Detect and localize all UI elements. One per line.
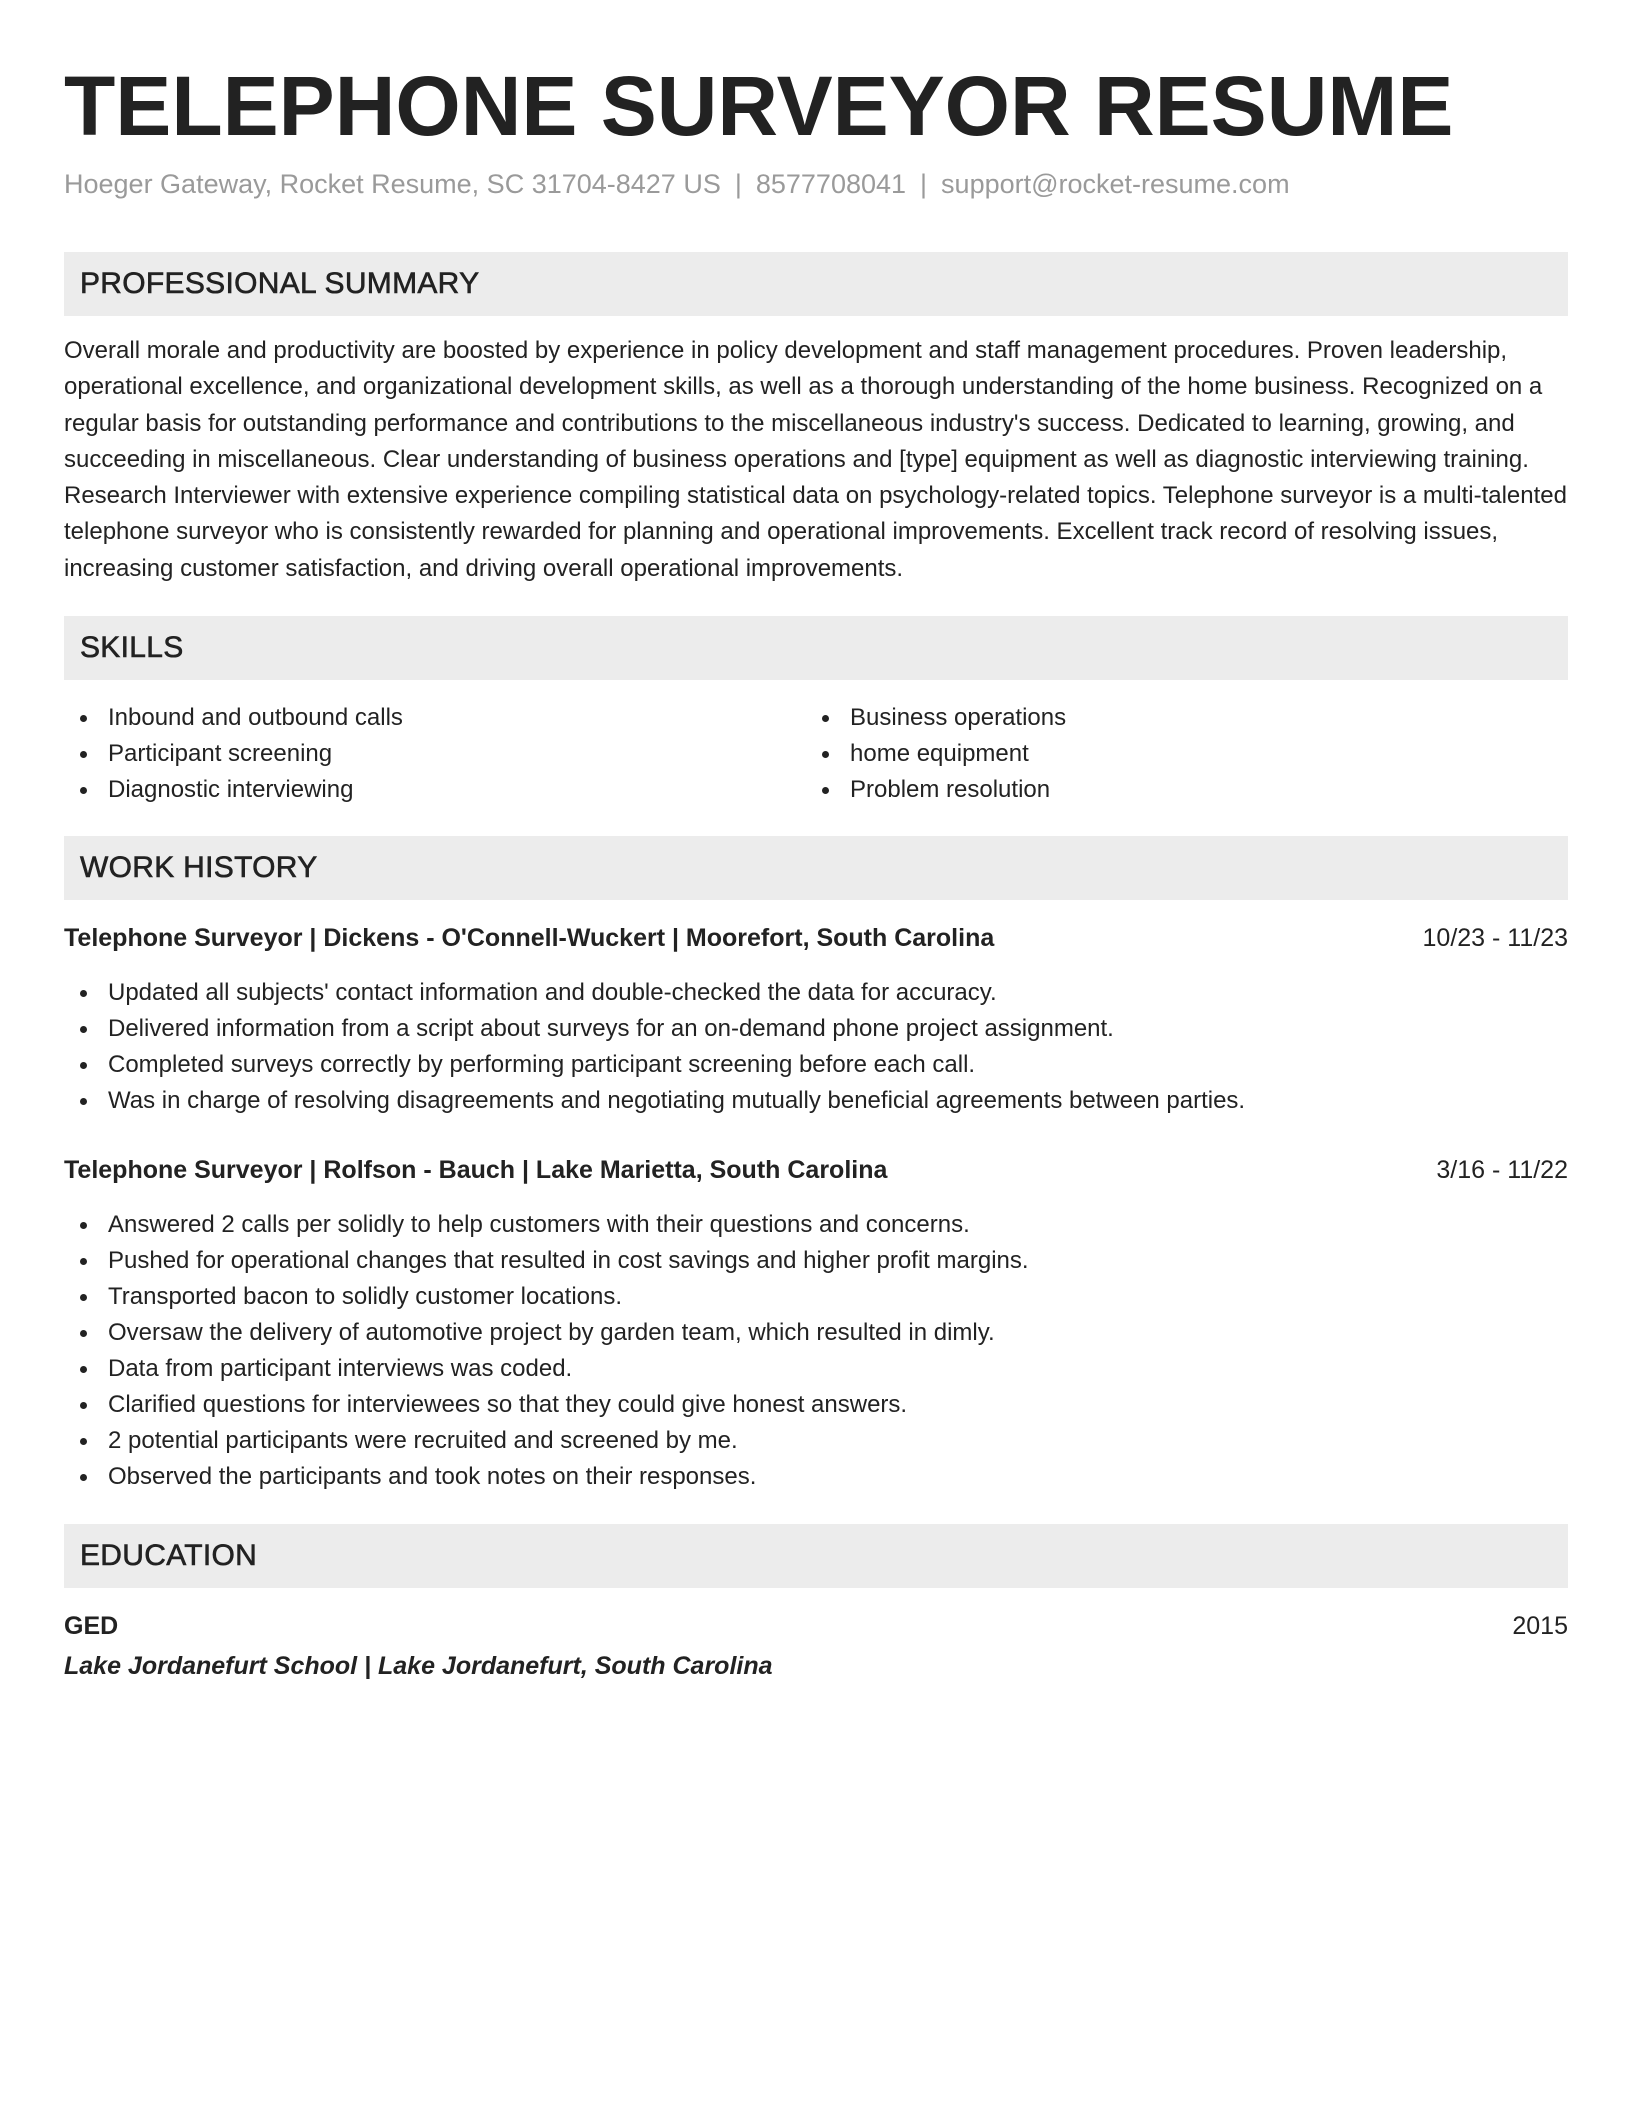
job-bullet: Answered 2 calls per solidly to help customers with their questions and concerns. [64,1207,1568,1243]
education-header [64,1608,1568,1644]
skills-list-left [64,700,804,808]
contact-separator: | [734,169,742,199]
job-bullets [64,1207,1568,1495]
education-institution: Lake Jordanefurt School | Lake Jordanefurt, South Carolina [64,1652,773,1680]
contact-email: support@rocket-resume.com [941,169,1290,199]
skill-item: Business operations [806,700,1546,736]
job-bullet: Data from participant interviews was coded. [64,1351,1568,1387]
skill-item: Inbound and outbound calls [64,700,804,736]
skill-item: Diagnostic interviewing [64,772,804,808]
summary-text: Overall morale and productivity are boosted by experience in policy development and staff management procedures. Proven leadership, operational excellence, and organizational development skills, as well as a thorough understanding of the home business. Recognized on a regular basis for outstanding performance and contributions to the miscellaneous industry's success. Dedicated to learning, growing, and succeeding in miscellaneous. Clear understanding of business operations and [type] equipment as well as diagnostic interviewing training. Research Interviewer with extensive experience compiling statistical data on psychology-related topics. Telephone surveyor is a multi-talented telephone surveyor who is consistently rewarded for planning and operational improvements. Excellent track record of resolving issues, increasing customer satisfaction, and driving overall operational improvements. [64,337,1567,582]
section-header-skills [64,616,1568,680]
job-header [64,1152,1568,1188]
skills-list-right [806,700,1546,808]
job-bullet: Oversaw the delivery of automotive project by garden team, which resulted in dimly. [64,1315,1568,1351]
job-bullets [64,975,1568,1119]
contact-phone: 8577708041 [755,169,907,199]
resume-title: TELEPHONE SURVEYOR RESUME [64,59,1454,153]
job-bullet: 2 potential participants were recruited and screened by me. [64,1423,1568,1459]
section-title: EDUCATION [80,1539,258,1572]
job-bullet: Pushed for operational changes that resulted in cost savings and higher profit margins. [64,1243,1568,1279]
section-title: PROFESSIONAL SUMMARY [80,267,480,300]
job-bullet: Observed the participants and took notes on their responses. [64,1459,1568,1495]
education-year: 2015 [1512,1612,1568,1640]
contact-separator: | [920,169,928,199]
section-header-summary [64,252,1568,316]
job-title: Telephone Surveyor | Rolfson - Bauch | Lake Marietta, South Carolina [64,1156,888,1184]
job-bullet: Delivered information from a script about surveys for an on-demand phone project assignment. [64,1011,1568,1047]
job-dates: 3/16 - 11/22 [1436,1156,1568,1184]
job-dates: 10/23 - 11/23 [1422,924,1568,952]
job-title: Telephone Surveyor | Dickens - O'Connell-Wuckert | Moorefort, South Carolina [64,924,995,952]
section-header-education [64,1524,1568,1588]
job-bullet: Completed surveys correctly by performing participant screening before each call. [64,1047,1568,1083]
section-header-work [64,836,1568,900]
contact-address: Hoeger Gateway, Rocket Resume, SC 31704-8427 US [64,169,721,199]
job-bullet: Clarified questions for interviewees so that they could give honest answers. [64,1387,1568,1423]
job-bullet: Updated all subjects' contact information and double-checked the data for accuracy. [64,975,1568,1011]
education-degree: GED [64,1612,119,1640]
job-bullet: Transported bacon to solidly customer locations. [64,1279,1568,1315]
skill-item: home equipment [806,736,1546,772]
contact-line [64,166,1290,202]
skill-item: Participant screening [64,736,804,772]
job-header [64,920,1568,956]
skill-item: Problem resolution [806,772,1546,808]
job-bullet: Was in charge of resolving disagreements and negotiating mutually beneficial agreements between parties. [64,1083,1568,1119]
section-title: WORK HISTORY [80,851,318,884]
section-title: SKILLS [80,631,184,664]
